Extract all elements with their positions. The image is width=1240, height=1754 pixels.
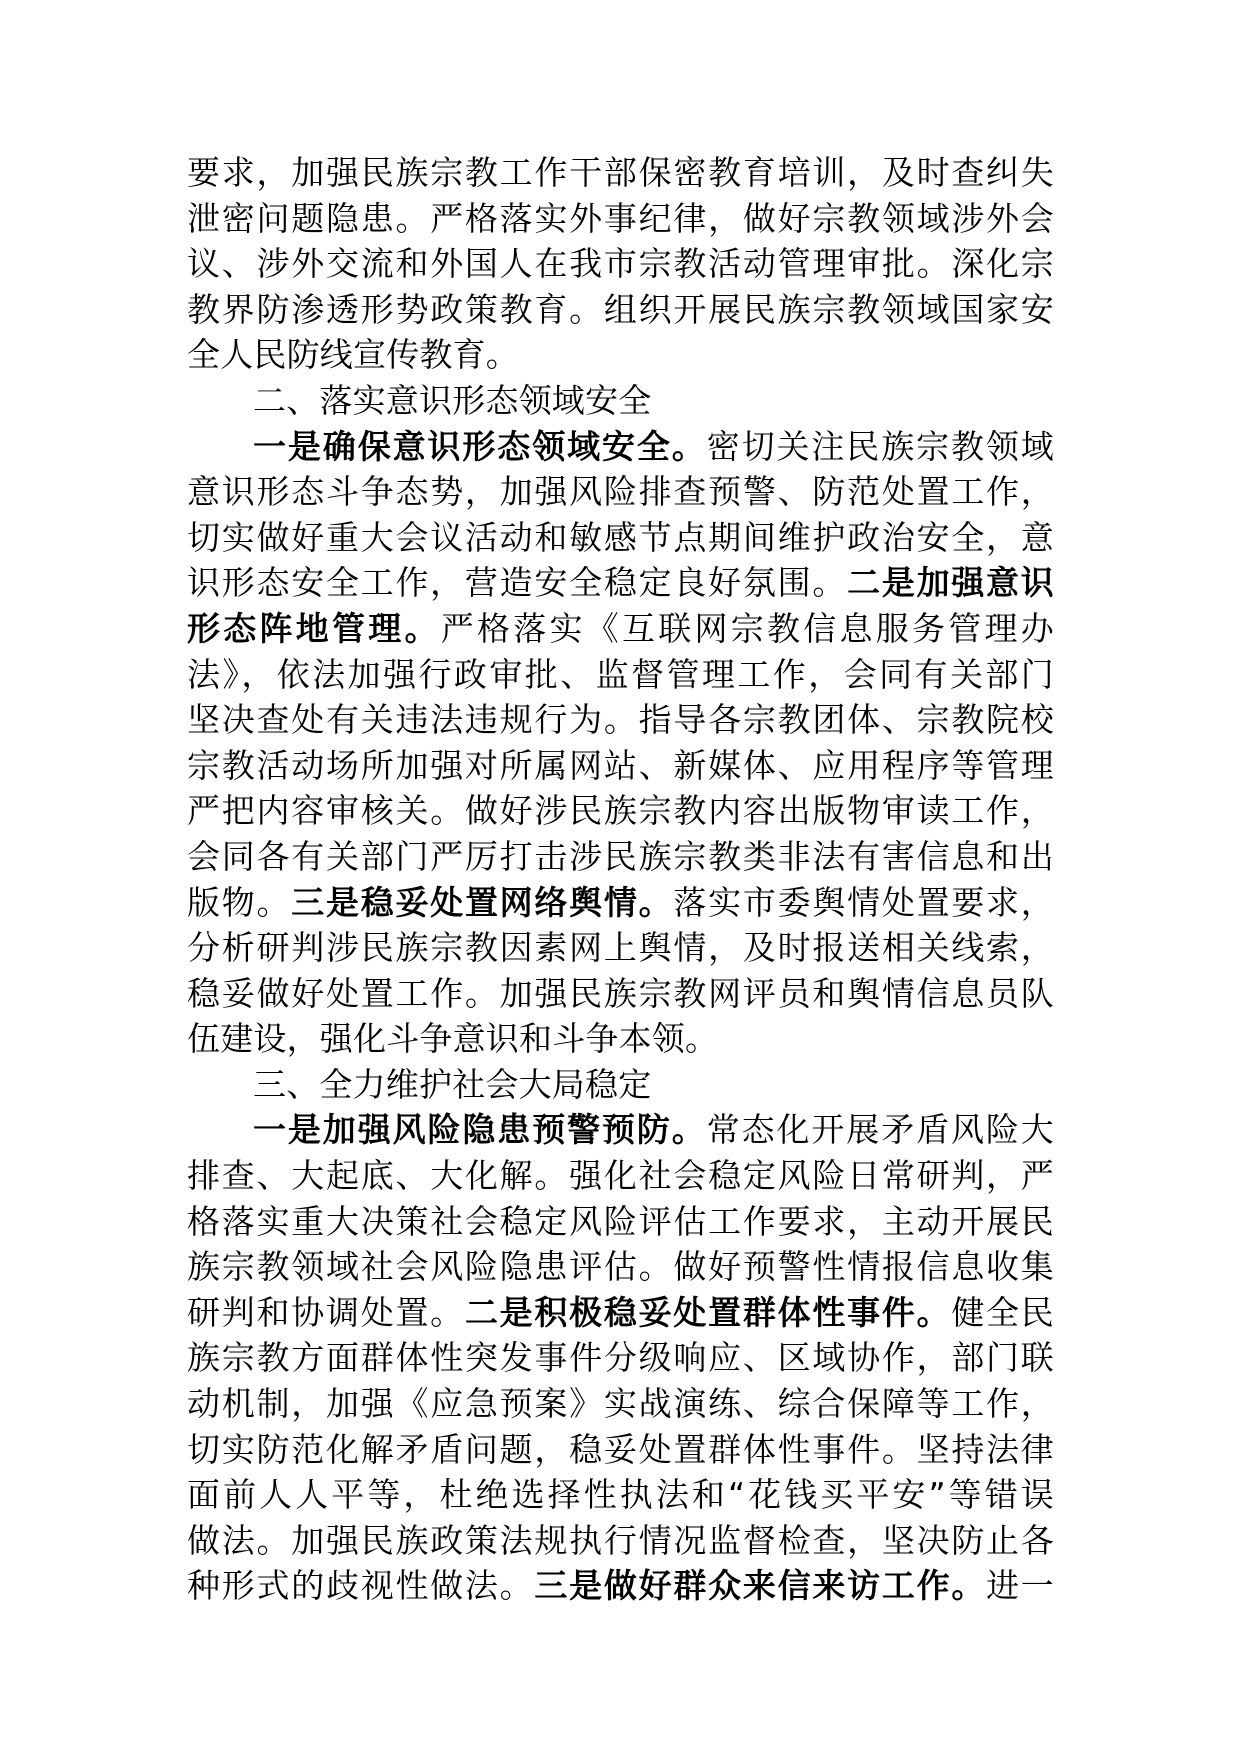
text-line bbox=[187, 606, 1054, 652]
text-line bbox=[187, 743, 1054, 789]
body-text: 面前人人平等，杜绝选择性执法和“花钱买平安”等错误 bbox=[187, 1475, 1054, 1515]
body-text: 族宗教方面群体性突发事件分级响应、区域协作，部门联 bbox=[187, 1338, 1054, 1378]
body-text: 伍建设，强化斗争意识和斗争本领。 bbox=[187, 1019, 719, 1059]
body-text: 严把内容审核关。做好涉民族宗教内容出版物审读工作， bbox=[187, 791, 1054, 831]
body-text: 常态化开展矛盾风险大 bbox=[706, 1110, 1054, 1150]
body-text: 识形态安全工作，营造安全稳定良好氛围。 bbox=[187, 563, 848, 603]
body-text: 动机制，加强《应急预案》实战演练、综合保障等工作， bbox=[187, 1384, 1054, 1424]
text-line bbox=[187, 1016, 1054, 1062]
text-line bbox=[187, 834, 1054, 880]
text-line bbox=[187, 1062, 1054, 1108]
text-line bbox=[187, 1563, 1054, 1609]
text-line bbox=[187, 1153, 1054, 1199]
body-text: 要求，加强民族宗教工作干部保密教育培训，及时查纠失 bbox=[187, 153, 1054, 192]
text-line bbox=[187, 196, 1054, 242]
bold-heading-text: 三是做好群众来信来访工作。 bbox=[534, 1566, 987, 1606]
body-text: 格落实重大决策社会稳定风险评估工作要求，主动开展民 bbox=[187, 1201, 1054, 1241]
body-text: 教界防渗透形势政策教育。组织开展民族宗教领域国家安 bbox=[187, 289, 1054, 329]
text-line bbox=[187, 971, 1054, 1017]
text-line bbox=[187, 560, 1054, 606]
body-text: 排查、大起底、大化解。强化社会稳定风险日常研判，严 bbox=[187, 1156, 1054, 1196]
body-text: 全人民防线宣传教育。 bbox=[187, 335, 519, 375]
document-page bbox=[187, 150, 1054, 1609]
bold-heading-text: 三是稳妥处置网络舆情。 bbox=[291, 882, 674, 922]
text-line bbox=[187, 515, 1054, 561]
body-text: 法》，依法加强行政审批、监督管理工作，会同有关部门 bbox=[187, 654, 1054, 694]
body-text: 做法。加强民族政策法规执行情况监督检查，坚决防止各 bbox=[187, 1520, 1054, 1560]
body-text: 研判和协调处置。 bbox=[187, 1292, 465, 1332]
bold-heading-text: 形态阵地管理。 bbox=[187, 608, 441, 648]
bold-heading-text: 一是加强风险隐患预警预防。 bbox=[253, 1110, 707, 1150]
body-text: 会同各有关部门严厉打击涉民族宗教类非法有害信息和出 bbox=[187, 836, 1054, 876]
text-line bbox=[187, 1472, 1054, 1518]
body-text: 切实做好重大会议活动和敏感节点期间维护政治安全，意 bbox=[187, 517, 1054, 557]
text-line bbox=[187, 241, 1054, 287]
body-text: 泄密问题隐患。严格落实外事纪律，做好宗教领域涉外会 bbox=[187, 198, 1054, 238]
body-text: 稳妥做好处置工作。加强民族宗教网评员和舆情信息员队 bbox=[187, 973, 1054, 1013]
body-text: 进一 bbox=[986, 1566, 1055, 1606]
text-line bbox=[187, 378, 1054, 424]
text-line bbox=[187, 1427, 1054, 1473]
bold-heading-text: 一是确保意识形态领域安全。 bbox=[253, 426, 707, 466]
body-text: 意识形态斗争态势，加强风险排查预警、防范处置工作， bbox=[187, 472, 1054, 512]
body-text: 密切关注民族宗教领域 bbox=[706, 426, 1054, 466]
body-text: 切实防范化解矛盾问题，稳妥处置群体性事件。坚持法律 bbox=[187, 1429, 1054, 1469]
text-line bbox=[187, 1244, 1054, 1290]
text-line bbox=[187, 652, 1054, 698]
bold-heading-text: 二是积极稳妥处置群体性事件。 bbox=[464, 1292, 952, 1332]
body-text: 健全民 bbox=[951, 1292, 1054, 1332]
text-line bbox=[187, 1381, 1054, 1427]
text-line bbox=[187, 424, 1054, 470]
text-line bbox=[187, 788, 1054, 834]
text-line bbox=[187, 150, 1054, 196]
text-line bbox=[187, 1290, 1054, 1336]
body-text: 分析研判涉民族宗教因素网上舆情，及时报送相关线索， bbox=[187, 928, 1054, 968]
body-text: 种形式的歧视性做法。 bbox=[187, 1566, 535, 1606]
text-line bbox=[187, 332, 1054, 378]
text-line bbox=[187, 1518, 1054, 1564]
text-line bbox=[187, 287, 1054, 333]
text-line bbox=[187, 1107, 1054, 1153]
body-text: 严格落实《互联网宗教信息服务管理办 bbox=[440, 608, 1054, 648]
text-line bbox=[187, 880, 1054, 926]
bold-heading-text: 二是加强意识 bbox=[847, 563, 1054, 603]
body-text: 议、涉外交流和外国人在我市宗教活动管理审批。深化宗 bbox=[187, 244, 1054, 284]
text-line bbox=[187, 925, 1054, 971]
body-text: 族宗教领域社会风险隐患评估。做好预警性情报信息收集 bbox=[187, 1247, 1054, 1287]
body-text: 宗教活动场所加强对所属网站、新媒体、应用程序等管理 bbox=[187, 745, 1054, 785]
body-text: 落实市委舆情处置要求， bbox=[673, 882, 1055, 922]
text-line bbox=[187, 697, 1054, 743]
body-text: 三、全力维护社会大局稳定 bbox=[253, 1064, 652, 1104]
text-line bbox=[187, 1335, 1054, 1381]
body-text: 版物。 bbox=[187, 882, 292, 922]
text-line bbox=[187, 1199, 1054, 1245]
text-line bbox=[187, 469, 1054, 515]
body-text: 坚决查处有关违法违规行为。指导各宗教团体、宗教院校 bbox=[187, 700, 1054, 740]
body-text: 二、落实意识形态领域安全 bbox=[253, 380, 652, 420]
